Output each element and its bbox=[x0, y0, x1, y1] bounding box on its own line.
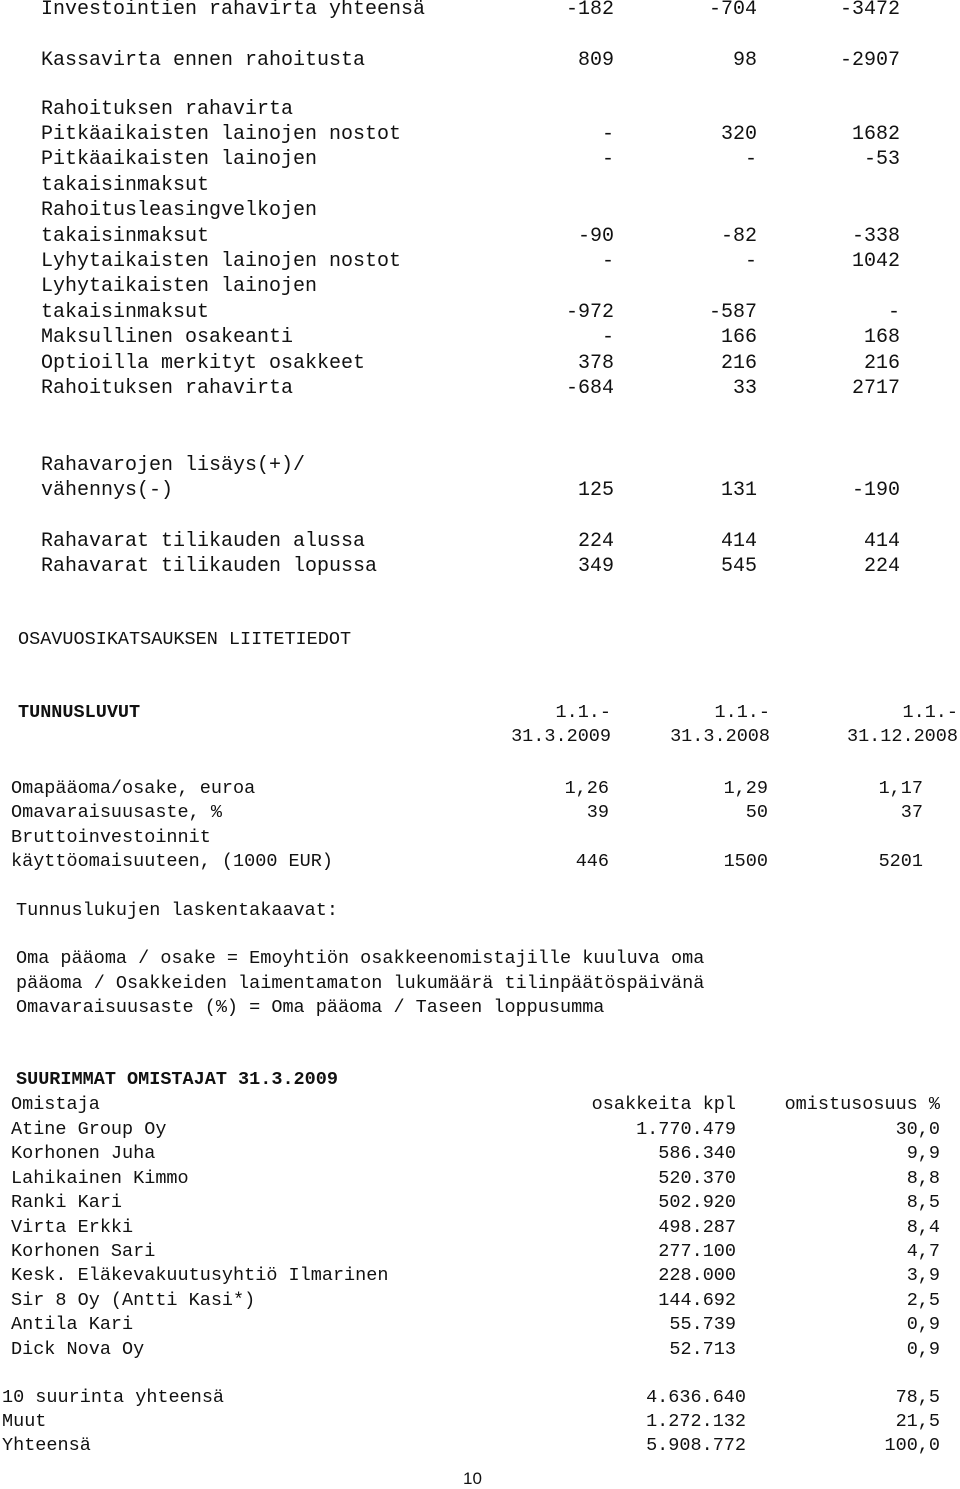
shareholder-percent: 9,9 bbox=[906, 1143, 940, 1165]
financing-row-label: takaisinmaksut bbox=[41, 300, 210, 324]
shareholder-percent: 8,5 bbox=[906, 1192, 940, 1214]
formula-line: pääoma / Osakkeiden laimentamaton lukumäärä tilinpäätöspäivänä bbox=[16, 972, 705, 994]
total-label: 10 suurinta yhteensä bbox=[2, 1387, 225, 1408]
shareholder-percent: 30,0 bbox=[895, 1119, 940, 1140]
financing-row-label: Pitkäaikaisten lainojen nostot bbox=[41, 123, 402, 146]
cashflow-row-value-2: -704 bbox=[708, 0, 757, 21]
financing-row-label: takaisinmaksut bbox=[41, 173, 210, 197]
financing-heading: Rahoituksen rahavirta bbox=[41, 98, 294, 121]
period-header: 31.3.2009 bbox=[511, 726, 611, 747]
cashflow-row-label: Kassavirta ennen rahoitusta bbox=[41, 49, 366, 72]
financing-row-value-2: 33 bbox=[732, 377, 757, 400]
financing-row-value-3: -53 bbox=[863, 148, 900, 172]
ratio-value: 1500 bbox=[723, 850, 768, 872]
financing-row-value-1: - bbox=[601, 123, 614, 146]
shareholder-name: Korhonen Juha bbox=[11, 1143, 156, 1165]
cash-change-label: vähennys(-) bbox=[41, 479, 174, 502]
total-label: Muut bbox=[2, 1411, 47, 1433]
total-shares: 4.636.640 bbox=[646, 1387, 746, 1408]
formula-line: Oma pääoma / osake = Emoyhtiön osakkeenomistajille kuuluva oma bbox=[16, 948, 705, 969]
period-header: 1.1.- bbox=[902, 702, 958, 723]
shareholder-shares: 277.100 bbox=[658, 1241, 736, 1262]
shareholders-title: SUURIMMAT OMISTAJAT 31.3.2009 bbox=[16, 1069, 338, 1090]
shareholder-percent: 4,7 bbox=[906, 1241, 940, 1262]
financing-row-value-3: 168 bbox=[863, 326, 900, 350]
financing-row-value-2: 320 bbox=[720, 123, 757, 146]
shareholder-percent: 0,9 bbox=[906, 1314, 940, 1336]
financing-row-value-2: - bbox=[744, 148, 757, 172]
cash-change-value-2: 131 bbox=[720, 479, 757, 502]
formula-line: Omavaraisuusaste (%) = Oma pääoma / Taseen loppusumma bbox=[16, 997, 605, 1018]
cash-row-value-1: 224 bbox=[577, 530, 614, 553]
total-shares: 1.272.132 bbox=[646, 1411, 746, 1433]
total-label: Yhteensä bbox=[2, 1435, 91, 1457]
page-number: 10 bbox=[463, 1469, 482, 1488]
financing-row-label: takaisinmaksut bbox=[41, 224, 210, 248]
ratio-value: 50 bbox=[745, 802, 768, 824]
financing-row-value-1: 378 bbox=[577, 351, 614, 375]
shareholder-name: Lahikainen Kimmo bbox=[11, 1167, 189, 1189]
ratio-label: käyttöomaisuuteen, (1000 EUR) bbox=[11, 850, 333, 872]
financing-row-value-1: -684 bbox=[565, 377, 614, 400]
shareholder-name: Atine Group Oy bbox=[11, 1119, 167, 1140]
financing-row-value-3: - bbox=[887, 300, 900, 324]
total-percent: 21,5 bbox=[895, 1411, 940, 1433]
shareholder-name: Korhonen Sari bbox=[11, 1241, 156, 1262]
cash-row-value-3: 224 bbox=[863, 555, 900, 578]
financing-row-value-2: - bbox=[744, 250, 757, 273]
ratio-value: 1,17 bbox=[878, 778, 923, 799]
financing-row-label: Lyhytaikaisten lainojen bbox=[41, 275, 318, 299]
cashflow-row-value-2: 98 bbox=[732, 49, 757, 72]
financing-row-label: Rahoitusleasingvelkojen bbox=[41, 199, 318, 223]
period-header: 31.12.2008 bbox=[846, 726, 958, 747]
shareholder-name: Kesk. Eläkevakuutusyhtiö Ilmarinen bbox=[11, 1265, 389, 1287]
shareholder-percent: 0,9 bbox=[906, 1338, 940, 1360]
financing-row-label: Maksullinen osakeanti bbox=[41, 326, 294, 350]
cash-change-value-1: 125 bbox=[577, 479, 614, 502]
formulas-heading: Tunnuslukujen laskentakaavat: bbox=[16, 900, 338, 921]
shareholders-header-shares: osakkeita kpl bbox=[591, 1094, 736, 1115]
cashflow-row-value-1: -182 bbox=[565, 0, 614, 21]
shareholder-shares: 502.920 bbox=[658, 1192, 736, 1214]
financing-row-value-1: -90 bbox=[577, 224, 614, 248]
ratio-value: 1,26 bbox=[564, 778, 609, 799]
total-percent: 100,0 bbox=[884, 1435, 940, 1457]
shareholder-shares: 520.370 bbox=[658, 1167, 736, 1189]
ratios-title: TUNNUSLUVUT bbox=[18, 702, 141, 723]
ratio-label: Omapääoma/osake, euroa bbox=[11, 778, 256, 799]
shareholder-shares: 1.770.479 bbox=[636, 1119, 736, 1140]
cash-change-label: Rahavarojen lisäys(+)/ bbox=[41, 454, 306, 477]
financing-row-value-2: -587 bbox=[708, 300, 757, 324]
financing-row-value-2: 166 bbox=[720, 326, 757, 350]
cashflow-row-value-3: -3472 bbox=[839, 0, 900, 21]
financing-row-value-1: - bbox=[601, 326, 614, 350]
total-shares: 5.908.772 bbox=[646, 1435, 746, 1457]
financing-row-label: Lyhytaikaisten lainojen nostot bbox=[41, 250, 402, 273]
shareholders-header-percent: omistusosuus % bbox=[784, 1094, 940, 1115]
shareholder-name: Antila Kari bbox=[11, 1314, 134, 1336]
ratio-label: Omavaraisuusaste, % bbox=[11, 802, 222, 824]
cash-row-label: Rahavarat tilikauden lopussa bbox=[41, 555, 378, 578]
cash-row-value-3: 414 bbox=[863, 530, 900, 553]
financing-row-value-3: 2717 bbox=[851, 377, 900, 400]
financing-row-label: Rahoituksen rahavirta bbox=[41, 377, 294, 400]
financing-row-value-3: -338 bbox=[851, 224, 900, 248]
period-header: 1.1.- bbox=[555, 702, 611, 723]
total-percent: 78,5 bbox=[895, 1387, 940, 1408]
shareholder-percent: 8,4 bbox=[906, 1216, 940, 1238]
shareholder-shares: 144.692 bbox=[658, 1289, 736, 1311]
financing-row-value-1: -972 bbox=[565, 300, 614, 324]
financing-row-value-1: - bbox=[601, 148, 614, 172]
cash-row-value-2: 545 bbox=[720, 555, 757, 578]
shareholder-shares: 228.000 bbox=[658, 1265, 736, 1287]
shareholder-shares: 52.713 bbox=[669, 1338, 736, 1360]
ratio-value: 39 bbox=[586, 802, 609, 824]
financing-row-value-1: - bbox=[601, 250, 614, 273]
cashflow-row-value-1: 809 bbox=[577, 49, 614, 72]
period-header: 31.3.2008 bbox=[670, 726, 770, 747]
shareholder-shares: 498.287 bbox=[658, 1216, 736, 1238]
notes-heading: OSAVUOSIKATSAUKSEN LIITETIEDOT bbox=[18, 629, 352, 650]
cashflow-row-label: Investointien rahavirta yhteensä bbox=[41, 0, 426, 21]
shareholder-percent: 3,9 bbox=[906, 1265, 940, 1287]
shareholder-name: Virta Erkki bbox=[11, 1216, 134, 1238]
shareholder-name: Ranki Kari bbox=[11, 1192, 123, 1214]
shareholders-header-owner: Omistaja bbox=[11, 1094, 100, 1115]
shareholder-percent: 8,8 bbox=[906, 1167, 940, 1189]
ratio-value: 5201 bbox=[878, 850, 923, 872]
financing-row-value-3: 1682 bbox=[851, 123, 900, 146]
cash-row-value-2: 414 bbox=[720, 530, 757, 553]
shareholder-name: Sir 8 Oy (Antti Kasi*) bbox=[11, 1289, 256, 1311]
financing-row-value-2: 216 bbox=[720, 351, 757, 375]
shareholder-percent: 2,5 bbox=[906, 1289, 940, 1311]
cash-row-label: Rahavarat tilikauden alussa bbox=[41, 530, 366, 553]
ratio-value: 37 bbox=[900, 802, 923, 824]
cash-row-value-1: 349 bbox=[577, 555, 614, 578]
shareholder-shares: 586.340 bbox=[658, 1143, 736, 1165]
ratio-label: Bruttoinvestoinnit bbox=[11, 826, 211, 848]
period-header: 1.1.- bbox=[714, 702, 770, 723]
ratio-value: 446 bbox=[575, 850, 609, 872]
shareholder-shares: 55.739 bbox=[669, 1314, 736, 1336]
financing-row-label: Optioilla merkityt osakkeet bbox=[41, 351, 366, 375]
financing-row-value-3: 216 bbox=[863, 351, 900, 375]
shareholder-name: Dick Nova Oy bbox=[11, 1338, 145, 1360]
financing-row-label: Pitkäaikaisten lainojen bbox=[41, 148, 318, 172]
financing-row-value-3: 1042 bbox=[851, 250, 900, 273]
financing-row-value-2: -82 bbox=[720, 224, 757, 248]
ratio-value: 1,29 bbox=[723, 778, 768, 799]
cashflow-row-value-3: -2907 bbox=[839, 49, 900, 72]
cash-change-value-3: -190 bbox=[851, 479, 900, 502]
